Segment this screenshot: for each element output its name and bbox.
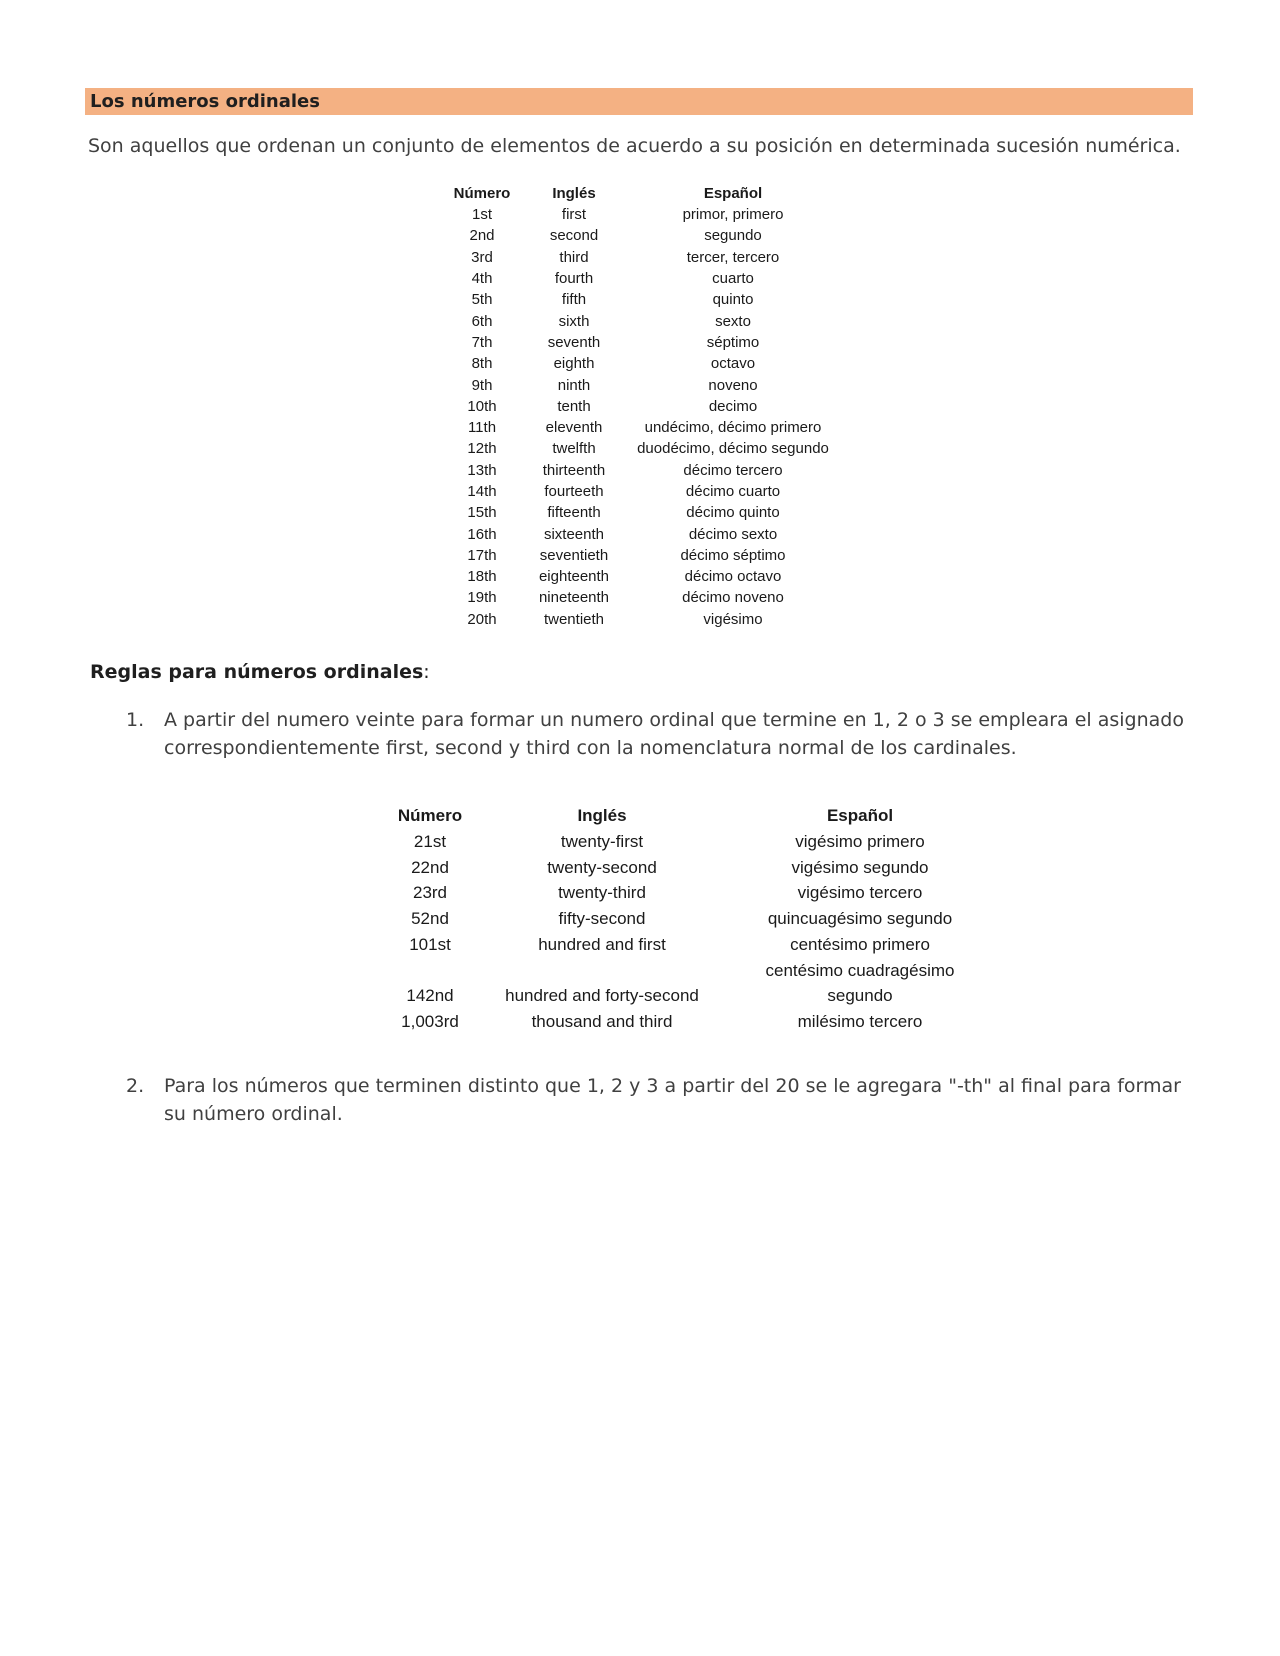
cell-ingles: nineteenth — [538, 589, 610, 607]
cell-ingles: second — [549, 227, 599, 245]
table-row — [445, 502, 837, 523]
cell-numero: 20th — [467, 610, 497, 628]
cell-espanol: décimo quinto — [686, 504, 780, 522]
cell-espanol: segundo — [704, 227, 762, 245]
cell-numero: 10th — [467, 397, 497, 415]
cell-numero: 12th — [467, 440, 497, 458]
table-row — [445, 289, 837, 310]
ordinals-table-compound — [380, 803, 996, 1035]
cell-espanol: décimo cuarto — [685, 483, 781, 500]
rules-title-text: Reglas para números ordinales — [90, 661, 424, 683]
table-row — [380, 1009, 996, 1035]
cell-numero: 14th — [467, 483, 497, 500]
table-row — [445, 204, 837, 225]
cell-ingles: hundred and first — [538, 934, 666, 954]
cell-ingles: twenty-first — [560, 832, 644, 851]
rule-number: 1. — [126, 709, 145, 731]
table-header-row — [445, 182, 837, 204]
cell-ingles: eighteenth — [538, 568, 610, 586]
cell-espanol: vigésimo — [703, 610, 763, 628]
cell-numero: 3rd — [471, 248, 493, 266]
cell-ingles: third — [559, 248, 589, 266]
cell-espanol: vigésimo tercero — [797, 883, 923, 903]
table-row — [445, 460, 837, 481]
cell-ingles: fifteenth — [547, 504, 601, 522]
cell-numero: 13th — [467, 461, 497, 479]
table-row — [445, 353, 837, 374]
cell-ingles: fifth — [561, 291, 587, 309]
cell-espanol: séptimo — [706, 333, 760, 351]
table-row — [445, 438, 837, 459]
cell-numero: 23rd — [412, 883, 448, 903]
cell-numero: 101st — [409, 934, 451, 954]
table-row — [380, 906, 996, 932]
cell-espanol: décimo sexto — [688, 525, 778, 543]
cell-ingles: ninth — [557, 376, 591, 394]
cell-espanol: milésimo tercero — [797, 1011, 923, 1031]
cell-ingles: hundred and forty-second — [505, 986, 699, 1006]
cell-espanol: tercer, tercero — [686, 248, 780, 266]
cell-numero: 6th — [471, 312, 493, 330]
cell-espanol: noveno — [708, 376, 758, 394]
table-row — [445, 268, 837, 289]
cell-ingles: seventieth — [539, 546, 609, 564]
cell-espanol: vigésimo segundo — [791, 857, 929, 877]
intro-paragraph: Son aquellos que ordenan un conjunto de elementos de acuerdo a su posición en determinada sucesión numérica. — [88, 135, 1181, 157]
cell-ingles: sixth — [558, 312, 590, 330]
cell-numero: 17th — [467, 546, 497, 564]
cell-espanol: décimo octavo — [684, 568, 782, 586]
cell-espanol: vigésimo primero — [795, 832, 925, 851]
table-row — [445, 523, 837, 544]
header-ingles: Inglés — [552, 184, 596, 202]
cell-numero: 9th — [471, 376, 493, 394]
cell-numero: 7th — [471, 333, 493, 351]
cell-espanol: décimo tercero — [683, 461, 783, 479]
cell-ingles: fourth — [554, 270, 594, 288]
cell-numero: 18th — [467, 568, 497, 586]
cell-ingles: thousand and third — [531, 1011, 673, 1031]
cell-espanol: primor, primero — [682, 206, 784, 224]
header-numero: Número — [397, 806, 463, 825]
cell-ingles: first — [561, 206, 587, 224]
table-row — [445, 310, 837, 331]
cell-espanol: centésimo primero — [790, 934, 930, 954]
table-row — [445, 481, 837, 502]
rules-title — [90, 661, 430, 683]
table-row — [445, 396, 837, 417]
section-title: Los números ordinales — [90, 91, 320, 112]
table-row — [380, 880, 996, 906]
rule-number: 2. — [126, 1075, 145, 1097]
cell-numero: 11th — [467, 419, 497, 437]
cell-espanol: centésimo cuadragésimo — [765, 960, 955, 980]
table-row — [445, 332, 837, 353]
table-row — [445, 566, 837, 587]
cell-espanol: quincuagésimo segundo — [767, 909, 953, 929]
cell-espanol: decimo — [708, 397, 758, 415]
header-ingles: Inglés — [577, 806, 627, 825]
cell-ingles: seventh — [547, 333, 601, 351]
section-header — [85, 88, 1193, 115]
table-header-row — [380, 803, 996, 829]
table-row — [445, 225, 837, 246]
cell-numero: 142nd — [406, 986, 454, 1006]
cell-numero: 21st — [413, 832, 447, 851]
cell-numero: 1st — [471, 206, 492, 224]
table-row — [380, 932, 996, 958]
table-row — [445, 587, 837, 608]
rule-text: Para los números que terminen distinto que 1, 2 y 3 a partir del 20 se le agregara "-th" al final para formar su número ordinal. — [164, 1075, 1181, 1125]
cell-numero: 19th — [467, 589, 497, 607]
cell-ingles: sixteenth — [543, 525, 605, 543]
cell-numero: 1,003rd — [401, 1011, 459, 1031]
table-row — [380, 855, 996, 881]
cell-ingles: twentieth — [543, 610, 605, 628]
cell-ingles: twenty-third — [558, 883, 646, 903]
cell-ingles: eleventh — [545, 419, 603, 437]
table-row — [380, 958, 996, 984]
cell-espanol: cuarto — [712, 270, 754, 288]
cell-ingles: twenty-second — [547, 857, 657, 877]
cell-ingles: fourteeth — [544, 483, 604, 500]
cell-numero: 52nd — [411, 909, 449, 929]
cell-numero: 5th — [471, 291, 493, 309]
table-row — [380, 829, 996, 855]
table-row — [445, 417, 837, 438]
cell-numero: 16th — [467, 525, 497, 543]
cell-numero: 15th — [467, 504, 497, 522]
cell-numero: 8th — [471, 355, 493, 373]
cell-espanol: undécimo, décimo primero — [644, 419, 822, 437]
cell-espanol: octavo — [710, 355, 756, 373]
table-row — [445, 374, 837, 395]
cell-espanol: sexto — [715, 312, 751, 330]
cell-numero: 2nd — [469, 227, 495, 245]
cell-numero — [380, 958, 480, 984]
cell-ingles: tenth — [557, 397, 591, 415]
cell-espanol: quinto — [712, 291, 754, 309]
header-espanol: Español — [703, 184, 763, 202]
cell-numero: 4th — [471, 270, 493, 288]
table-row — [380, 983, 996, 1009]
table-row — [445, 247, 837, 268]
cell-ingles — [480, 958, 724, 984]
header-numero: Número — [453, 184, 511, 202]
cell-numero: 22nd — [411, 857, 449, 877]
rules-title-suffix: : — [423, 661, 430, 683]
cell-ingles: fifty-second — [558, 909, 646, 929]
cell-espanol: décimo noveno — [682, 589, 784, 607]
header-espanol: Español — [826, 806, 894, 825]
cell-ingles: eighth — [553, 355, 595, 373]
cell-espanol: décimo séptimo — [680, 546, 786, 564]
table-row — [445, 545, 837, 566]
table-row — [445, 609, 837, 630]
rule-text: A partir del numero veinte para formar un numero ordinal que termine en 1, 2 o 3 se empleara el asignado correspondientemente first, second y third con la nomenclatura normal de los cardinales. — [164, 709, 1184, 759]
cell-ingles: thirteenth — [542, 461, 606, 479]
ordinals-table-1-20 — [445, 182, 837, 630]
cell-ingles: twelfth — [552, 440, 596, 458]
cell-espanol: segundo — [827, 986, 893, 1006]
cell-espanol: duodécimo, décimo segundo — [637, 440, 829, 458]
